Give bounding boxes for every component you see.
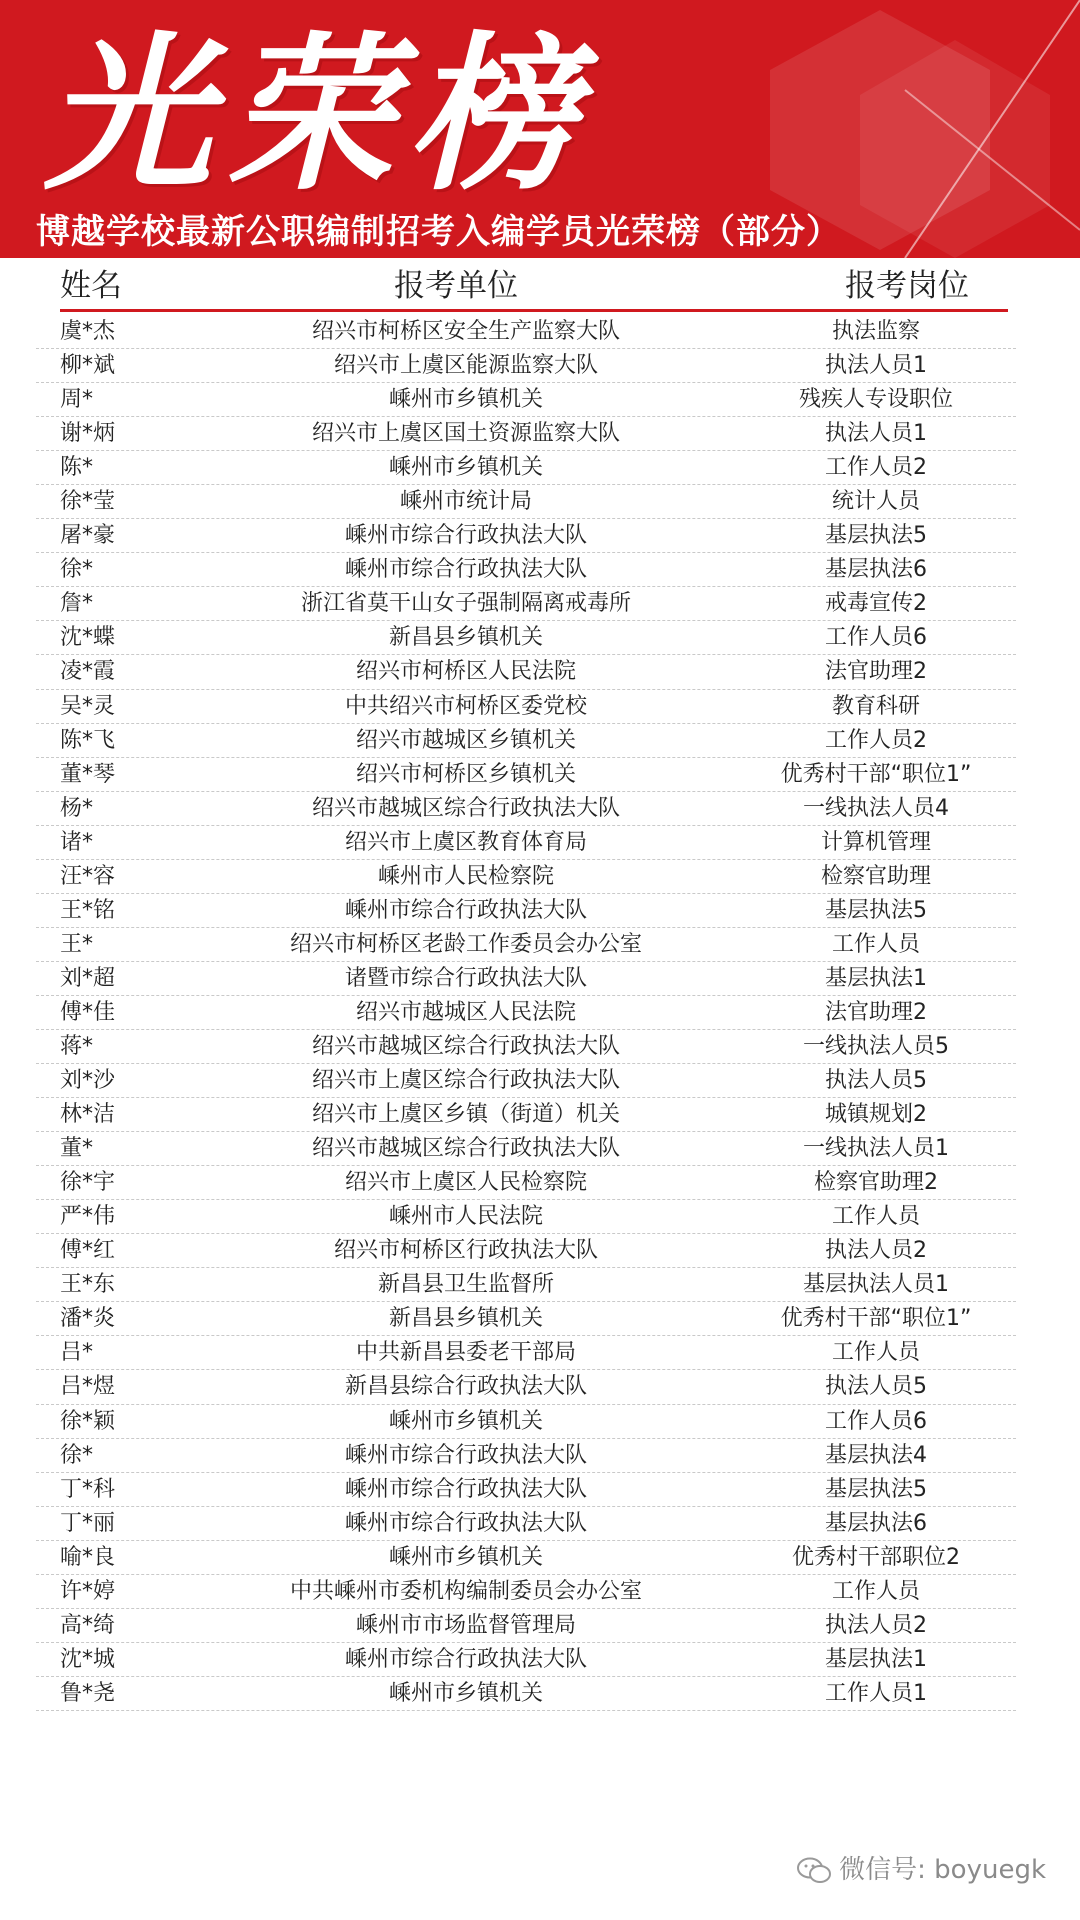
cell-name: 喻*良 xyxy=(60,1544,116,1570)
cell-unit: 嵊州市综合行政执法大队 xyxy=(344,897,587,923)
table-row xyxy=(36,383,1016,417)
watermark-text: 微信号: boyuegk xyxy=(839,1855,1046,1885)
cell-unit: 绍兴市越城区综合行政执法大队 xyxy=(311,1033,620,1059)
cell-unit: 绍兴市越城区综合行政执法大队 xyxy=(311,1136,620,1162)
cell-post: 法官助理2 xyxy=(825,659,927,685)
cell-name: 吴*灵 xyxy=(60,693,116,719)
cell-post: 教育科研 xyxy=(831,693,920,719)
cell-post: 工作人员 xyxy=(831,1340,920,1366)
cell-post: 基层执法5 xyxy=(825,897,927,923)
table-row xyxy=(36,1064,1016,1098)
cell-name: 周* xyxy=(60,387,94,413)
cell-unit: 新昌县乡镇机关 xyxy=(388,1306,543,1332)
cell-name: 徐*颖 xyxy=(60,1408,116,1434)
table-row xyxy=(36,792,1016,826)
cell-name: 虞*杰 xyxy=(60,319,116,344)
cell-name: 傅*佳 xyxy=(60,999,116,1025)
cell-unit: 嵊州市乡镇机关 xyxy=(388,387,543,413)
table-row xyxy=(36,1268,1016,1302)
cell-post: 基层执法4 xyxy=(825,1442,927,1468)
cell-post: 执法人员5 xyxy=(825,1374,927,1400)
cell-name: 许*婷 xyxy=(60,1578,116,1604)
page-subtitle: 博越学校最新公职编制招考入编学员光荣榜（部分） xyxy=(36,212,841,252)
table-row xyxy=(36,1507,1016,1541)
cell-post: 执法人员1 xyxy=(825,421,927,447)
table-row xyxy=(36,1098,1016,1132)
table-row xyxy=(36,315,1016,349)
cell-unit: 浙江省莫干山女子强制隔离戒毒所 xyxy=(300,591,631,617)
cell-unit: 绍兴市柯桥区人民法院 xyxy=(355,659,576,685)
cell-post: 城镇规划2 xyxy=(825,1102,927,1128)
header-banner xyxy=(0,0,1080,258)
table-row xyxy=(36,1473,1016,1507)
cell-post: 工作人员 xyxy=(831,931,920,957)
table-row xyxy=(36,1302,1016,1336)
cell-post: 工作人员 xyxy=(831,1578,920,1604)
cell-post: 戒毒宣传2 xyxy=(825,591,927,617)
cell-unit: 嵊州市综合行政执法大队 xyxy=(344,1510,587,1536)
cell-unit: 绍兴市上虞区国土资源监察大队 xyxy=(311,421,620,447)
table-row xyxy=(36,758,1016,792)
cell-name: 董*琴 xyxy=(60,761,116,787)
header-divider xyxy=(60,309,1008,312)
cell-name: 傅*红 xyxy=(60,1238,116,1264)
cell-post: 检察官助理 xyxy=(820,863,931,889)
cell-unit: 嵊州市市场监督管理局 xyxy=(355,1612,576,1638)
cell-name: 沈*城 xyxy=(60,1646,116,1672)
page-title: 光荣榜 xyxy=(44,15,590,213)
table-row xyxy=(36,894,1016,928)
cell-unit: 绍兴市上虞区能源监察大队 xyxy=(333,353,598,379)
cell-post: 优秀村干部“职位1” xyxy=(780,1306,972,1332)
cell-unit: 嵊州市人民检察院 xyxy=(377,863,554,889)
cell-name: 潘*炎 xyxy=(60,1306,116,1332)
cell-unit: 嵊州市综合行政执法大队 xyxy=(344,1442,587,1468)
cell-post: 一线执法人员4 xyxy=(803,795,949,821)
cell-name: 丁*科 xyxy=(60,1476,116,1502)
cell-name: 汪*容 xyxy=(60,863,116,889)
cell-post: 工作人员1 xyxy=(825,1680,927,1706)
table-row xyxy=(36,417,1016,451)
cell-name: 董* xyxy=(60,1136,94,1162)
cell-post: 工作人员2 xyxy=(825,727,927,753)
cell-name: 刘*沙 xyxy=(60,1068,116,1094)
cell-post: 残疾人专设职位 xyxy=(798,387,953,413)
cell-name: 王* xyxy=(60,931,94,957)
cell-unit: 嵊州市乡镇机关 xyxy=(388,455,543,481)
cell-name: 沈*蝶 xyxy=(60,625,116,651)
cell-unit: 绍兴市柯桥区安全生产监察大队 xyxy=(311,319,620,344)
cell-post: 执法人员2 xyxy=(825,1238,927,1264)
table-row xyxy=(36,621,1016,655)
cell-unit: 诸暨市综合行政执法大队 xyxy=(344,965,587,991)
table-row xyxy=(36,928,1016,962)
cell-unit: 新昌县乡镇机关 xyxy=(388,625,543,651)
table-row xyxy=(36,519,1016,553)
cell-unit: 绍兴市柯桥区老龄工作委员会办公室 xyxy=(289,931,642,957)
cell-name: 陈*飞 xyxy=(60,727,116,753)
table-row xyxy=(36,1030,1016,1064)
cell-unit: 嵊州市综合行政执法大队 xyxy=(344,1476,587,1502)
cell-post: 执法监察 xyxy=(831,319,920,344)
cell-unit: 嵊州市乡镇机关 xyxy=(388,1408,543,1434)
table-row xyxy=(36,690,1016,724)
cell-unit: 中共嵊州市委机构编制委员会办公室 xyxy=(289,1578,642,1604)
cell-post: 执法人员1 xyxy=(825,353,927,379)
cell-name: 凌*霞 xyxy=(60,659,116,685)
table-row xyxy=(36,1370,1016,1404)
table-header xyxy=(60,262,1008,312)
cell-post: 工作人员2 xyxy=(825,455,927,481)
table-row xyxy=(36,553,1016,587)
table-row xyxy=(36,1541,1016,1575)
cell-post: 统计人员 xyxy=(831,489,920,515)
table-row xyxy=(36,1132,1016,1166)
cell-post: 基层执法1 xyxy=(825,965,927,991)
cell-post: 基层执法5 xyxy=(825,523,927,549)
cell-name: 丁*丽 xyxy=(60,1510,116,1536)
cell-name: 林*洁 xyxy=(60,1102,116,1128)
cell-post: 基层执法6 xyxy=(825,1510,927,1536)
cell-name: 王*铭 xyxy=(60,897,116,923)
cell-name: 徐*莹 xyxy=(60,489,116,515)
table-row xyxy=(36,826,1016,860)
cell-unit: 嵊州市统计局 xyxy=(399,489,532,515)
cell-post: 检察官助理2 xyxy=(814,1170,938,1196)
cell-post: 基层执法人员1 xyxy=(803,1272,949,1298)
cell-unit: 绍兴市柯桥区行政执法大队 xyxy=(333,1238,598,1264)
table-row xyxy=(36,1439,1016,1473)
table-row xyxy=(36,1405,1016,1439)
cell-name: 刘*超 xyxy=(60,965,116,991)
table-row xyxy=(36,1200,1016,1234)
cell-post: 优秀村干部“职位1” xyxy=(780,761,972,787)
table-row xyxy=(36,1609,1016,1643)
cell-name: 吕* xyxy=(60,1340,94,1366)
column-header-unit: 报考单位 xyxy=(394,268,518,304)
table-row xyxy=(36,962,1016,996)
table-row xyxy=(36,996,1016,1030)
cell-name: 徐*宇 xyxy=(60,1170,116,1196)
cell-post: 执法人员5 xyxy=(825,1068,927,1094)
cell-unit: 新昌县卫生监督所 xyxy=(377,1272,554,1298)
cell-name: 鲁*尧 xyxy=(60,1680,116,1706)
column-header-post: 报考岗位 xyxy=(845,268,969,304)
column-header-name: 姓名 xyxy=(60,268,122,304)
cell-post: 基层执法6 xyxy=(825,557,927,583)
cell-post: 基层执法1 xyxy=(825,1646,927,1672)
wechat-icon xyxy=(797,1857,831,1885)
cell-unit: 嵊州市综合行政执法大队 xyxy=(344,557,587,583)
cell-unit: 中共新昌县委老干部局 xyxy=(355,1340,576,1366)
cell-unit: 绍兴市上虞区乡镇（街道）机关 xyxy=(311,1102,620,1128)
cell-unit: 嵊州市综合行政执法大队 xyxy=(344,523,587,549)
cell-post: 基层执法5 xyxy=(825,1476,927,1502)
cell-name: 徐* xyxy=(60,557,94,583)
cell-unit: 绍兴市越城区人民法院 xyxy=(355,999,576,1025)
cell-unit: 绍兴市上虞区综合行政执法大队 xyxy=(311,1068,620,1094)
cell-name: 屠*豪 xyxy=(60,523,116,549)
table-row xyxy=(36,587,1016,621)
table-row xyxy=(36,1643,1016,1677)
cell-name: 杨* xyxy=(60,795,94,821)
cell-post: 优秀村干部职位2 xyxy=(792,1544,960,1570)
cell-post: 工作人员 xyxy=(831,1204,920,1230)
cell-name: 谢*炳 xyxy=(60,421,116,447)
cell-post: 一线执法人员5 xyxy=(803,1033,949,1059)
table-row xyxy=(36,1336,1016,1370)
cell-name: 陈* xyxy=(60,455,94,481)
cell-name: 徐* xyxy=(60,1442,94,1468)
cell-unit: 嵊州市乡镇机关 xyxy=(388,1680,543,1706)
watermark xyxy=(797,1852,1046,1888)
cell-name: 诸* xyxy=(60,829,94,855)
cell-name: 詹* xyxy=(60,591,94,617)
cell-unit: 嵊州市人民法院 xyxy=(388,1204,543,1230)
table-row xyxy=(36,1166,1016,1200)
cell-unit: 绍兴市柯桥区乡镇机关 xyxy=(355,761,576,787)
cell-unit: 绍兴市越城区综合行政执法大队 xyxy=(311,795,620,821)
cell-post: 计算机管理 xyxy=(820,829,931,855)
table-row xyxy=(36,655,1016,689)
cell-unit: 嵊州市乡镇机关 xyxy=(388,1544,543,1570)
cell-post: 执法人员2 xyxy=(825,1612,927,1638)
cell-name: 柳*斌 xyxy=(60,353,116,379)
table-row xyxy=(36,1677,1016,1711)
cell-unit: 绍兴市越城区乡镇机关 xyxy=(355,727,576,753)
cell-unit: 绍兴市上虞区教育体育局 xyxy=(344,829,587,855)
cell-unit: 绍兴市上虞区人民检察院 xyxy=(344,1170,587,1196)
cell-unit: 中共绍兴市柯桥区委党校 xyxy=(344,693,587,719)
table-row xyxy=(36,485,1016,519)
table-row xyxy=(36,1234,1016,1268)
cell-post: 工作人员6 xyxy=(825,1408,927,1434)
cell-post: 一线执法人员1 xyxy=(803,1136,949,1162)
table-row xyxy=(36,349,1016,383)
table-row xyxy=(36,451,1016,485)
cell-name: 严*伟 xyxy=(60,1204,116,1230)
table-row xyxy=(36,860,1016,894)
cell-post: 法官助理2 xyxy=(825,999,927,1025)
table-row xyxy=(36,724,1016,758)
cell-unit: 新昌县综合行政执法大队 xyxy=(344,1374,587,1400)
cell-name: 高*绮 xyxy=(60,1612,116,1638)
honor-list xyxy=(36,315,1016,1711)
cell-name: 蒋* xyxy=(60,1033,94,1059)
cell-unit: 嵊州市综合行政执法大队 xyxy=(344,1646,587,1672)
cell-post: 工作人员6 xyxy=(825,625,927,651)
cell-name: 王*东 xyxy=(60,1272,116,1298)
cell-name: 吕*煜 xyxy=(60,1374,116,1400)
table-row xyxy=(36,1575,1016,1609)
